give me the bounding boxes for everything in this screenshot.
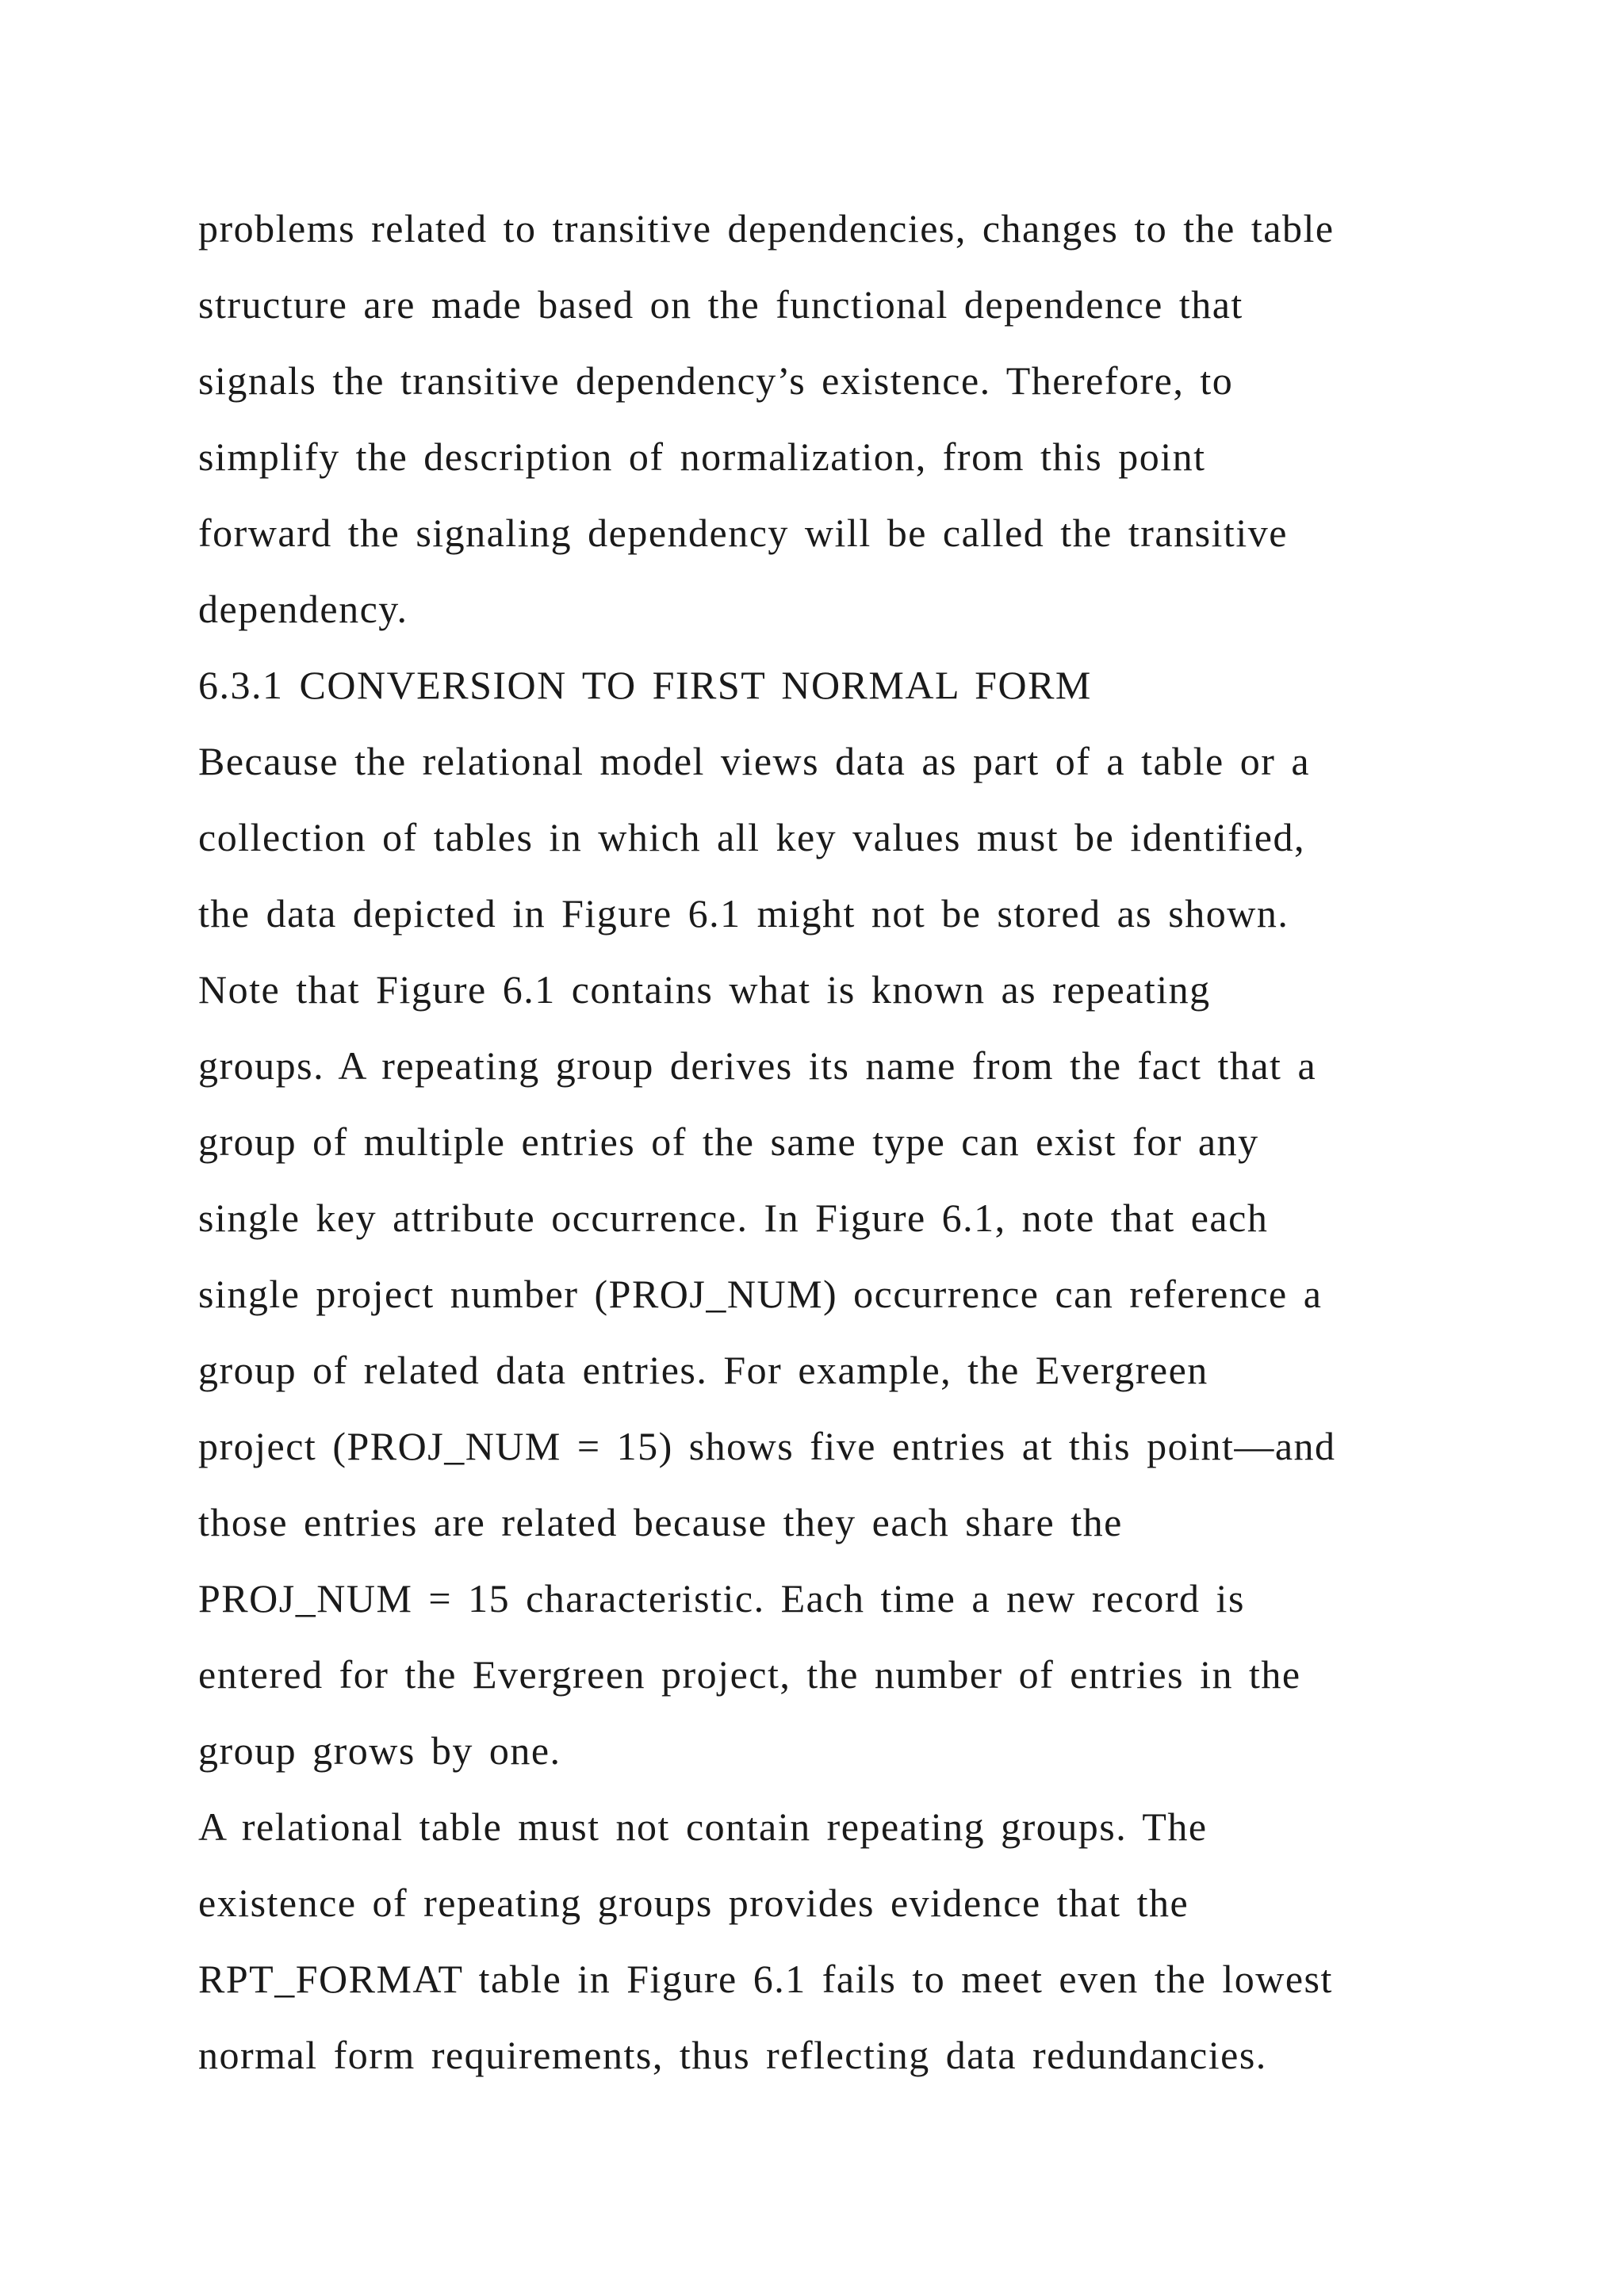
text-line: problems related to transitive dependencies, changes to the table — [198, 206, 1335, 251]
text-line: PROJ_NUM = 15 characteristic. Each time a new record is — [198, 1576, 1245, 1621]
text-line: normal form requirements, thus reflecting data redundancies. — [198, 2033, 1267, 2077]
text-line: A relational table must not contain repeating groups. The — [198, 1804, 1208, 1849]
text-line: Because the relational model views data as part of a table or a — [198, 739, 1311, 783]
text-line: forward the signaling dependency will be called the transitive — [198, 511, 1288, 555]
text-line: the data depicted in Figure 6.1 might not be stored as shown. — [198, 891, 1289, 936]
text-line: structure are made based on the functional dependence that — [198, 282, 1243, 327]
text-line: entered for the Evergreen project, the number of entries in the — [198, 1652, 1301, 1697]
text-line: RPT_FORMAT table in Figure 6.1 fails to meet even the lowest — [198, 1957, 1333, 2001]
text-line: existence of repeating groups provides evidence that the — [198, 1881, 1189, 1925]
text-line: group of multiple entries of the same type can exist for any — [198, 1119, 1259, 1164]
text-line: group grows by one. — [198, 1728, 561, 1773]
section-heading: 6.3.1 CONVERSION TO FIRST NORMAL FORM — [198, 663, 1092, 707]
text-line: those entries are related because they each share the — [198, 1500, 1123, 1544]
text-line: single key attribute occurrence. In Figure 6.1, note that each — [198, 1196, 1269, 1240]
text-line: Note that Figure 6.1 contains what is known as repeating — [198, 967, 1211, 1012]
text-line: single project number (PROJ_NUM) occurrence can reference a — [198, 1272, 1323, 1316]
text-line: signals the transitive dependency’s existence. Therefore, to — [198, 358, 1234, 403]
text-line: collection of tables in which all key values must be identified, — [198, 815, 1305, 859]
text-line: simplify the description of normalization, from this point — [198, 434, 1206, 479]
document-body — [198, 190, 1451, 2093]
text-line: dependency. — [198, 587, 408, 631]
text-line: group of related data entries. For example, the Evergreen — [198, 1348, 1208, 1392]
text-line: groups. A repeating group derives its name from the fact that a — [198, 1043, 1317, 1088]
text-line: project (PROJ_NUM = 15) shows five entries at this point—and — [198, 1424, 1336, 1468]
